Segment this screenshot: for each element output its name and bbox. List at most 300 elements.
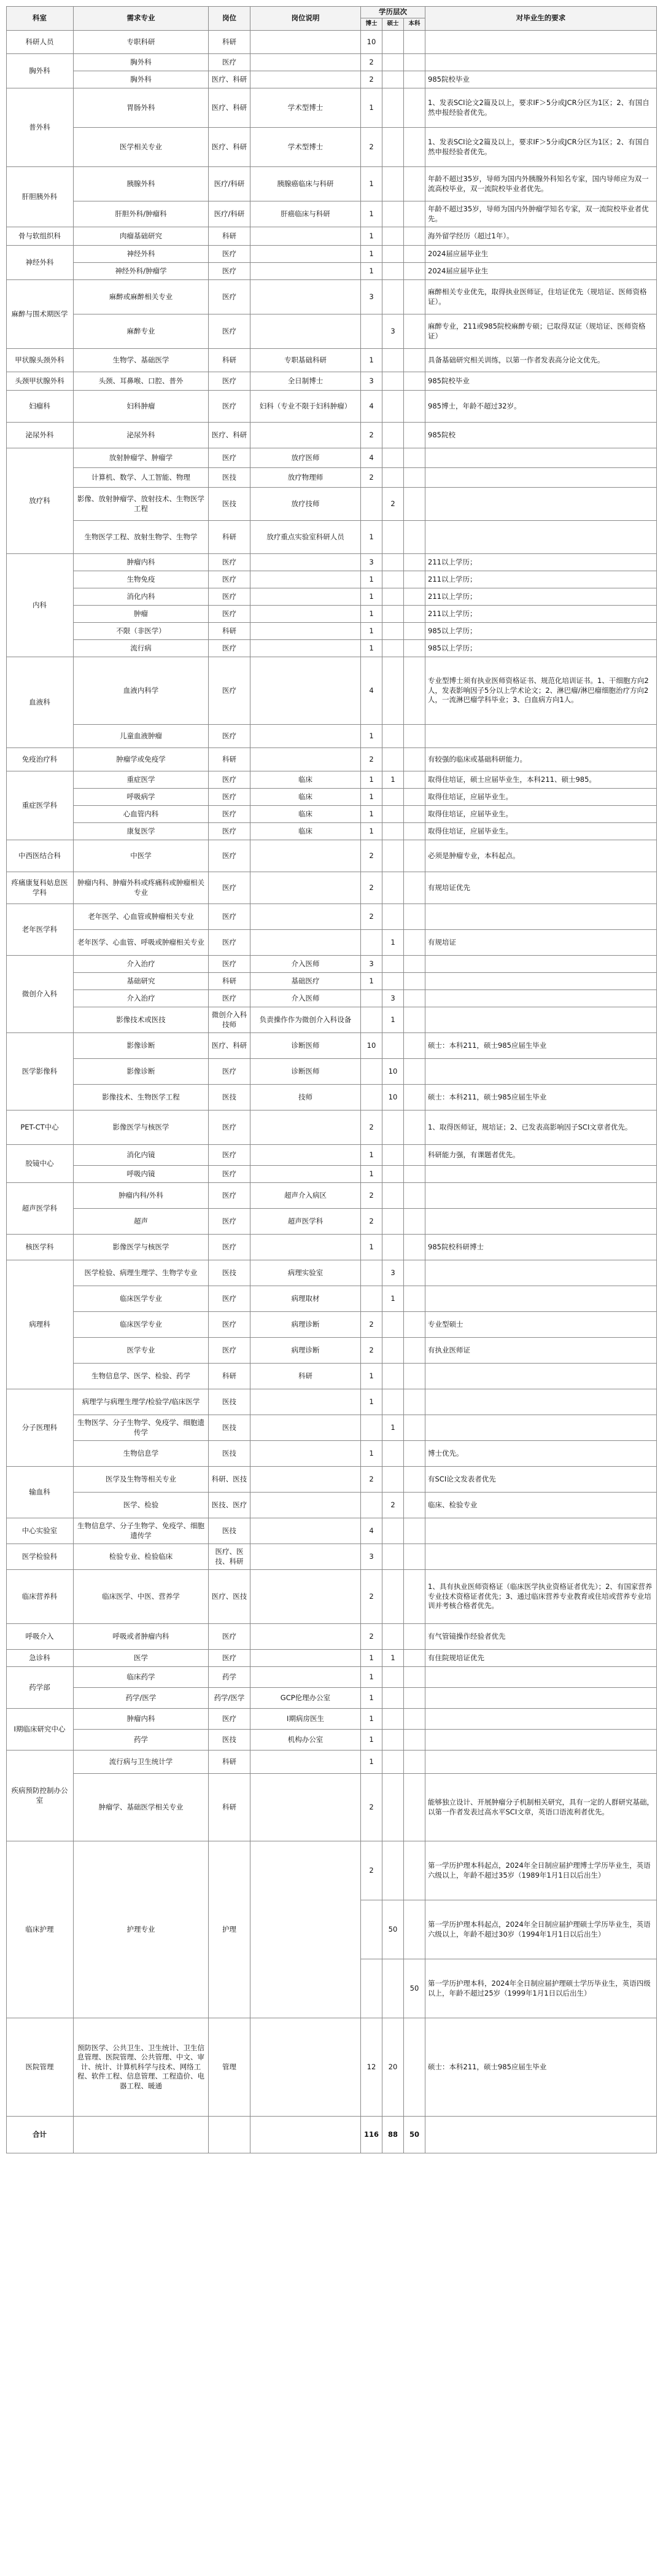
dept-cell-text: 免疫治疗科 [21, 754, 58, 763]
post-cell-text: 医疗、科研 [211, 74, 247, 84]
phd-count-cell [361, 1209, 382, 1235]
requirement-cell-text: 1、具有执业医师资格证（临床医学执业资格证者优先）；2、有国家营养专业技术资格证者优先；3、通过临床营养专业教育或住培或营养专业培训并考核合格者优先。 [428, 1582, 653, 1610]
major-cell-text: 血液内科学 [123, 685, 159, 695]
post-cell-text: 药学/医学 [214, 1693, 245, 1702]
requirement-cell [425, 1650, 657, 1667]
dept-cell [6, 1841, 74, 2018]
post-cell [209, 349, 250, 372]
post-cell-text: 医疗 [222, 1714, 236, 1723]
header-req [425, 6, 657, 31]
phd-count-cell [361, 521, 382, 554]
major-cell [74, 349, 209, 372]
major-cell-text: 呼吸内镜 [126, 1169, 155, 1178]
requirement-cell [425, 1467, 657, 1493]
nursing-major-cell-text: 护理专业 [126, 1924, 155, 1934]
post-cell [209, 640, 250, 657]
dept-cell-text: 医院管理 [25, 2062, 54, 2071]
major-cell [74, 1059, 209, 1085]
post-cell [209, 1467, 250, 1493]
master-count-cell [382, 314, 404, 349]
dept-cell [6, 1518, 74, 1544]
major-cell-text: 临床药学 [126, 1672, 155, 1681]
phd-count-cell-text: 1 [369, 1169, 374, 1178]
major-cell [74, 1389, 209, 1415]
post-cell [209, 1544, 250, 1570]
major-cell-text: 生物学、基础医学 [112, 355, 169, 364]
post-desc-cell [250, 468, 361, 488]
dept-cell-text: 输血科 [29, 1487, 50, 1496]
phd-count-cell-text: 2 [369, 883, 374, 892]
requirement-cell-text: 临床、检验专业 [428, 1500, 478, 1509]
bachelor-count-cell [404, 930, 425, 956]
major-cell-text: 医学专业 [126, 1345, 155, 1354]
requirement-cell-text: 能够独立设计、开展肿瘤分子机制相关研究，具有一定的人群研究基础，以第一作者发表过高水平SCI文章，英语口语流利者优先。 [428, 1797, 654, 1816]
bachelor-count-cell [404, 1235, 425, 1260]
phd-count-cell [361, 1667, 382, 1688]
phd-count-cell [361, 1033, 382, 1059]
requirement-cell-text: 有规培证 [428, 937, 456, 946]
major-cell [74, 1570, 209, 1624]
major-cell [74, 314, 209, 349]
major-cell-text: 生物信息学、医学、检验、药学 [91, 1371, 190, 1380]
post-cell-text: 医疗 [222, 249, 236, 258]
phd-count-cell [361, 554, 382, 571]
header-post-desc-text: 岗位说明 [291, 13, 320, 22]
post-cell-text: 医疗 [222, 685, 236, 695]
major-cell-text: 生物信息学、分子生物学、免疫学、细胞遗传学 [77, 1521, 204, 1540]
post-cell-text: 医疗 [222, 1631, 236, 1641]
post-desc-cell [250, 606, 361, 623]
post-cell-text: 医疗 [222, 883, 236, 892]
total-post-empty [209, 2117, 250, 2153]
phd-count-cell-text: 1 [369, 643, 374, 652]
post-desc-cell [250, 1085, 361, 1110]
master-count-cell [382, 956, 404, 973]
phd-count-cell [361, 349, 382, 372]
bachelor-count-cell [404, 623, 425, 640]
post-cell-text: 管理 [222, 2062, 236, 2071]
phd-count-cell-text: 1 [369, 532, 374, 541]
phd-count-cell-text: 12 [366, 2062, 376, 2071]
post-cell-text: 医疗 [222, 1653, 236, 1662]
major-cell-text: 病理学与病理生理学/检验学/临床医学 [82, 1397, 200, 1406]
major-cell-text: 心血管内科 [123, 809, 159, 818]
post-cell-text: 医疗 [222, 731, 236, 740]
requirement-cell [425, 54, 657, 71]
major-cell-text: 肉瘤基础研究 [120, 231, 162, 240]
post-cell [209, 280, 250, 314]
master-count-cell [382, 771, 404, 789]
bachelor-count-cell [404, 1570, 425, 1624]
phd-count-cell [361, 88, 382, 128]
master-count-cell-text: 10 [388, 1092, 398, 1101]
post-cell [209, 725, 250, 748]
phd-count-cell [361, 1415, 382, 1441]
requirement-cell [425, 623, 657, 640]
post-desc-cell-text: 妇科（专业不限于妇科肿瘤） [259, 401, 352, 410]
requirement-cell-text: 年龄不超过35岁，导师为国内外肿瘤学知名专家，双一流院校毕业者优先。 [428, 204, 649, 223]
post-cell [209, 88, 250, 128]
recruitment-table [6, 6, 657, 2153]
post-cell-text: 医疗 [222, 775, 236, 784]
post-cell [209, 521, 250, 554]
master-count-cell [382, 1235, 404, 1260]
post-cell-text: 医疗 [222, 1150, 236, 1159]
bachelor-count-cell [404, 468, 425, 488]
dept-cell-text: 甲状腺头颈外科 [15, 355, 64, 364]
major-cell [74, 1467, 209, 1493]
phd-count-cell-text: 1 [369, 626, 374, 635]
phd-count-cell-text: 2 [369, 911, 374, 921]
post-desc-cell [250, 725, 361, 748]
phd-count-cell-text: 1 [369, 231, 374, 240]
master-count-cell [382, 930, 404, 956]
master-count-cell [382, 263, 404, 280]
post-desc-cell [250, 1033, 361, 1059]
post-desc-cell [250, 1059, 361, 1085]
master-count-cell-text: 3 [390, 993, 395, 1002]
bachelor-count-cell [404, 640, 425, 657]
post-desc-cell-text: 放疗物理师 [287, 472, 324, 482]
post-cell-text: 药学 [222, 1672, 236, 1681]
post-cell [209, 31, 250, 54]
phd-count-cell-text: 1 [369, 1653, 374, 1662]
post-cell-text: 医技 [222, 1526, 236, 1535]
dept-cell [6, 1183, 74, 1235]
requirement-cell [425, 806, 657, 823]
post-cell [209, 227, 250, 246]
phd-count-cell-text: 2 [369, 1216, 374, 1225]
major-cell [74, 448, 209, 468]
post-cell [209, 823, 250, 840]
post-desc-cell [250, 1518, 361, 1544]
phd-count-cell [361, 872, 382, 904]
nursing-major-cell [74, 1841, 209, 2018]
requirement-cell [425, 1209, 657, 1235]
post-desc-cell [250, 128, 361, 167]
post-desc-cell [250, 640, 361, 657]
bachelor-count-cell [404, 448, 425, 468]
post-cell [209, 71, 250, 88]
post-cell-text: 医疗 [222, 266, 236, 275]
dept-cell [6, 1751, 74, 1841]
post-desc-cell [250, 1650, 361, 1667]
major-cell [74, 1364, 209, 1389]
requirement-cell [425, 1441, 657, 1467]
dept-cell-text: PET-CT中心 [20, 1122, 59, 1131]
major-cell-text: 胰腺外科 [126, 179, 155, 188]
dept-cell-text: 药学部 [29, 1682, 50, 1692]
post-desc-cell-text: 学术型博士 [287, 142, 324, 151]
requirement-cell [425, 1085, 657, 1110]
phd-count-cell-text: 1 [369, 1150, 374, 1159]
master-count-cell [382, 623, 404, 640]
phd-count-cell [361, 990, 382, 1007]
requirement-cell [425, 1059, 657, 1085]
post-cell-text: 医技 [222, 472, 236, 482]
post-desc-cell [250, 1260, 361, 1286]
requirement-cell-text: 第一学历护理本科起点，2024年全日制应届护理硕士学历毕业生，英语六级以上，年龄不超过30岁（1994年1月1日以后出生） [428, 1919, 651, 1938]
phd-count-cell-text: 2 [369, 851, 374, 860]
major-cell-text: 肿瘤学、基础医学相关专业 [98, 1802, 184, 1811]
phd-count-cell [361, 128, 382, 167]
major-cell-text: 胸外科 [130, 74, 152, 84]
requirement-cell [425, 1145, 657, 1166]
post-desc-cell [250, 1570, 361, 1624]
post-desc-cell [250, 1415, 361, 1441]
post-cell-text: 科研 [222, 37, 236, 46]
phd-count-cell [361, 1841, 382, 1900]
dept-cell-text: 头颈甲状腺外科 [15, 376, 64, 385]
phd-count-cell [361, 1059, 382, 1085]
phd-count-cell [361, 840, 382, 872]
dept-cell [6, 657, 74, 748]
phd-count-cell [361, 314, 382, 349]
dept-cell-text: 疼痛康复科姑息医学科 [11, 878, 68, 897]
dept-cell [6, 872, 74, 904]
major-cell [74, 167, 209, 201]
requirement-cell [425, 88, 657, 128]
post-desc-cell-text: 病理诊断 [291, 1319, 320, 1329]
requirement-cell [425, 1007, 657, 1033]
post-cell-text: 医疗 [222, 826, 236, 835]
bachelor-count-cell [404, 372, 425, 391]
header-master-text: 硕士 [387, 20, 399, 28]
post-desc-cell-text: 基础医疗 [291, 976, 320, 985]
requirement-cell-text: 有住院规培证优先 [428, 1653, 484, 1662]
post-cell-text: 科研 [222, 976, 236, 985]
requirement-cell [425, 640, 657, 657]
requirement-cell-text: 取得住培证，应届毕业生。 [428, 826, 513, 835]
total-label-text: 合计 [33, 2129, 47, 2139]
post-cell-text: 科研 [222, 1802, 236, 1811]
requirement-cell [425, 1235, 657, 1260]
post-desc-cell-text: 诊断医师 [291, 1066, 320, 1075]
phd-count-cell-text: 1 [369, 355, 374, 364]
bachelor-count-cell [404, 1007, 425, 1033]
major-cell-text: 影像诊断 [126, 1040, 155, 1050]
bachelor-count-cell [404, 1774, 425, 1841]
phd-count-cell [361, 1007, 382, 1033]
bachelor-count-cell [404, 840, 425, 872]
phd-count-cell [361, 930, 382, 956]
phd-count-cell-text: 1 [369, 731, 374, 740]
post-cell-text: 科研 [222, 355, 236, 364]
phd-count-cell [361, 391, 382, 423]
major-cell-text: 计算机、数学、人工智能、物理 [91, 472, 190, 482]
phd-count-cell [361, 423, 382, 448]
post-desc-cell [250, 448, 361, 468]
dept-cell-text: 超声医学科 [21, 1203, 58, 1212]
requirement-cell [425, 571, 657, 588]
post-desc-cell-text: 临床 [298, 809, 312, 818]
major-cell-text: 超声 [134, 1216, 148, 1225]
total-desc-empty [250, 2117, 361, 2153]
major-cell [74, 128, 209, 167]
phd-count-cell [361, 588, 382, 606]
phd-count-cell-text: 2 [369, 1122, 374, 1131]
dept-cell [6, 840, 74, 872]
post-cell [209, 1441, 250, 1467]
dept-cell-text: 中西医结合科 [18, 851, 61, 860]
nursing-post-cell-text: 护理 [222, 1924, 236, 1934]
bachelor-count-cell [404, 1518, 425, 1544]
post-desc-cell-text: 负责操作作为微创介入科设备 [259, 1015, 352, 1024]
phd-count-cell [361, 956, 382, 973]
post-desc-cell [250, 31, 361, 54]
post-cell-text: 医疗 [222, 401, 236, 410]
major-cell-text: 老年医学、心血管、呼吸或肿瘤相关专业 [77, 937, 204, 946]
phd-count-cell [361, 640, 382, 657]
requirement-cell-text: 985院校毕业 [428, 376, 470, 385]
post-cell [209, 588, 250, 606]
requirement-cell-text: 211以上学历； [428, 574, 477, 584]
master-count-cell [382, 1730, 404, 1751]
post-desc-cell [250, 872, 361, 904]
requirement-cell-text: 麻醉相关专业优先，取得执业医师证，住培证优先（规培证、医师资格证）。 [428, 287, 647, 306]
major-cell-text: 检验专业、检验临床 [109, 1551, 173, 1561]
post-desc-cell-text: 机构办公室 [287, 1735, 324, 1744]
post-cell [209, 1389, 250, 1415]
post-cell-text: 医疗、医技 [211, 1591, 247, 1601]
phd-count-cell-text: 4 [369, 1526, 374, 1535]
requirement-cell-text: 有规培证优先 [428, 883, 470, 892]
major-cell [74, 973, 209, 990]
major-cell-text: 泌尿外科 [126, 430, 155, 439]
post-cell [209, 263, 250, 280]
major-cell [74, 872, 209, 904]
bachelor-count-cell [404, 391, 425, 423]
phd-count-cell-text: 1 [369, 1448, 374, 1458]
post-desc-cell [250, 1166, 361, 1183]
requirement-cell [425, 1688, 657, 1709]
master-count-cell-text: 10 [388, 1066, 398, 1075]
major-cell-text: 老年医学、心血管或肿瘤相关专业 [88, 911, 194, 921]
phd-count-cell-text: 2 [369, 142, 374, 151]
post-desc-cell-text: 临床 [298, 792, 312, 801]
dept-cell-text: 泌尿外科 [25, 430, 54, 439]
major-cell [74, 88, 209, 128]
requirement-cell-text: 2024届应届毕业生 [428, 266, 489, 275]
dept-cell [6, 1110, 74, 1145]
phd-count-cell-text: 4 [369, 685, 374, 695]
major-cell [74, 71, 209, 88]
major-cell-text: 呼吸或者肿瘤内科 [112, 1631, 169, 1641]
post-cell [209, 973, 250, 990]
phd-count-cell [361, 606, 382, 623]
major-cell-text: 放射肿瘤学、肿瘤学 [109, 453, 173, 462]
phd-count-cell-text: 2 [369, 1190, 374, 1200]
post-desc-cell [250, 771, 361, 789]
major-cell [74, 1650, 209, 1667]
requirement-cell [425, 468, 657, 488]
master-count-cell [382, 349, 404, 372]
post-cell-text: 医疗 [222, 1216, 236, 1225]
master-count-cell [382, 1389, 404, 1415]
post-cell [209, 623, 250, 640]
master-count-cell-text: 1 [390, 1653, 395, 1662]
phd-count-cell-text: 3 [369, 1551, 374, 1561]
phd-count-cell [361, 1312, 382, 1338]
bachelor-count-cell [404, 1544, 425, 1570]
bachelor-count-cell [404, 521, 425, 554]
post-cell-text: 医疗、科研 [211, 142, 247, 151]
requirement-cell [425, 840, 657, 872]
requirement-cell [425, 1751, 657, 1774]
bachelor-count-cell [404, 88, 425, 128]
major-cell [74, 840, 209, 872]
post-desc-cell [250, 930, 361, 956]
phd-count-cell [361, 623, 382, 640]
major-cell [74, 1709, 209, 1730]
major-cell-text: 肿瘤学或免疫学 [116, 754, 166, 763]
bachelor-count-cell [404, 1085, 425, 1110]
major-cell [74, 990, 209, 1007]
master-count-cell [382, 1688, 404, 1709]
phd-count-cell-text: 1 [369, 826, 374, 835]
requirement-cell [425, 1110, 657, 1145]
post-desc-cell-text: 放疗技师 [291, 499, 320, 508]
bachelor-count-cell [404, 973, 425, 990]
requirement-cell [425, 349, 657, 372]
post-cell [209, 201, 250, 227]
post-cell [209, 246, 250, 263]
phd-count-cell-text: 1 [369, 976, 374, 985]
bachelor-count-cell [404, 1183, 425, 1209]
master-count-cell-text: 1 [390, 1294, 395, 1303]
post-cell-text: 医疗 [222, 1169, 236, 1178]
requirement-cell [425, 990, 657, 1007]
post-desc-cell [250, 657, 361, 725]
post-desc-cell [250, 1286, 361, 1312]
major-cell-text: 基础研究 [126, 976, 155, 985]
master-count-cell [382, 468, 404, 488]
major-cell [74, 31, 209, 54]
post-cell [209, 904, 250, 930]
master-count-cell [382, 1467, 404, 1493]
post-desc-cell-text: 肝癌临床与科研 [281, 209, 330, 218]
major-cell-text: 生物免疫 [126, 574, 155, 584]
phd-count-cell-text: 1 [369, 209, 374, 218]
dept-cell [6, 956, 74, 1033]
post-cell-text: 科研 [222, 1371, 236, 1380]
major-cell-text: 康复医学 [126, 826, 155, 835]
phd-count-cell-text: 1 [369, 775, 374, 784]
phd-count-cell-text: 1 [369, 1397, 374, 1406]
post-cell [209, 1183, 250, 1209]
bachelor-count-cell [404, 1730, 425, 1751]
requirement-cell-text: 1、发表SCI论文2篇及以上，要求IF＞5分或JCR分区为1区；2、有国自然申报经验者优先。 [428, 137, 649, 156]
requirement-cell [425, 263, 657, 280]
requirement-cell-text: 211以上学历； [428, 609, 477, 618]
master-count-cell [382, 488, 404, 521]
master-count-cell [382, 1059, 404, 1085]
master-count-cell [382, 1570, 404, 1624]
master-count-cell-text: 50 [388, 1924, 398, 1934]
post-cell [209, 128, 250, 167]
phd-count-cell-text: 1 [369, 609, 374, 618]
requirement-cell [425, 1959, 657, 2018]
phd-count-cell [361, 1730, 382, 1751]
requirement-cell-text: 985院校科研博士 [428, 1242, 484, 1251]
post-desc-cell [250, 1007, 361, 1033]
major-cell-text: 肿瘤内科 [126, 1714, 155, 1723]
master-count-cell [382, 391, 404, 423]
post-desc-cell [250, 167, 361, 201]
post-cell-text: 医疗 [222, 453, 236, 462]
major-cell [74, 1774, 209, 1841]
master-count-cell [382, 990, 404, 1007]
